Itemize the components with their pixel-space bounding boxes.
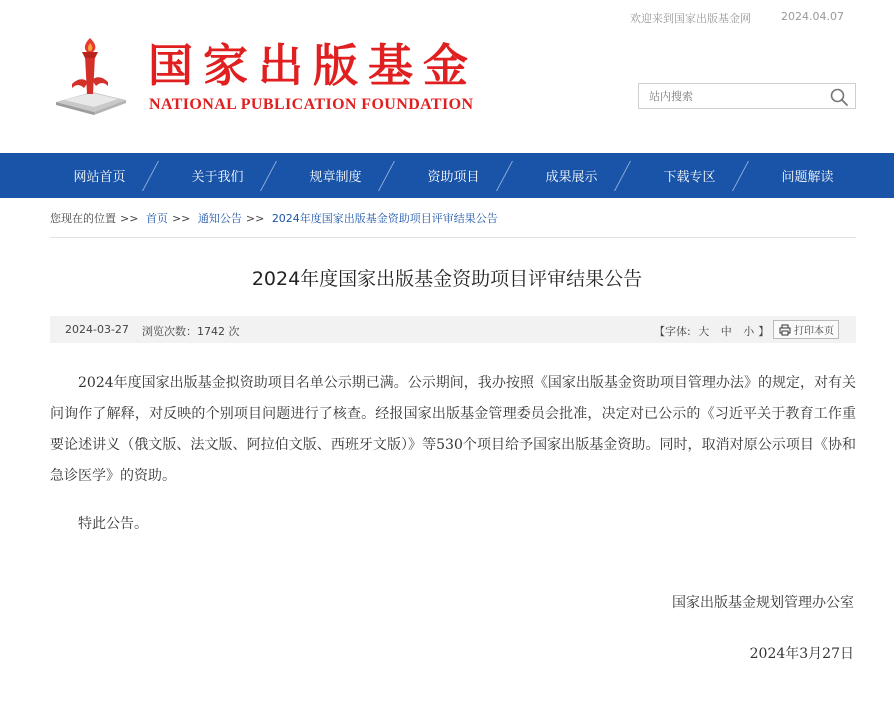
font-size-switcher [654, 323, 769, 339]
site-header [0, 0, 894, 153]
current-date: 2024.04.07 [781, 10, 844, 23]
torch-book-logo-icon[interactable] [54, 36, 128, 116]
nav-funded-projects[interactable]: 资助项目 [427, 170, 480, 185]
view-count: 浏览次数：1742 次 [142, 325, 240, 338]
search-box [638, 83, 856, 109]
main-nav [0, 153, 894, 198]
search-input[interactable] [639, 84, 819, 108]
printer-icon [779, 324, 791, 336]
font-size-label: 字体: [665, 325, 691, 338]
publish-date: 2024-03-27 [65, 323, 129, 336]
article-paragraph: 2024年度国家出版基金拟资助项目名单公示期已满。公示期间，我办按照《国家出版基金资助项目管理办法》的规定，对有关问询作了解释，对反映的个别项目问题进行了核查。经报国家出版基金管理委员会批准，决定对已公示的《习近平关于教育工作重要论述讲义（俄文版、法文版、阿拉伯文版、西班牙文版）》等530个项目给予国家出版基金资助。同时，取消对原公示项目《协和急诊医学》的资助。 [50, 375, 856, 484]
breadcrumb-separator: >> [120, 212, 139, 225]
breadcrumb-notices[interactable]: 通知公告 [197, 212, 242, 225]
search-icon [829, 87, 849, 107]
search-button[interactable] [829, 87, 849, 107]
font-size-large-button[interactable]: 大 [698, 325, 710, 338]
nav-achievements[interactable]: 成果展示 [545, 170, 598, 185]
font-size-small-button[interactable]: 小 [743, 325, 755, 338]
issuer-signature: 国家出版基金规划管理办公室 [672, 595, 854, 611]
font-size-bracket-open: 【 [654, 325, 665, 338]
breadcrumb-separator: >> [171, 212, 191, 225]
nav-downloads[interactable]: 下载专区 [663, 170, 716, 185]
nav-regulations[interactable]: 规章制度 [309, 170, 362, 185]
breadcrumb-separator: >> [245, 212, 265, 225]
welcome-text: 欢迎来到国家出版基金网 [630, 12, 752, 25]
font-size-bracket-close: 】 [758, 325, 770, 338]
nav-faq[interactable]: 问题解读 [781, 170, 834, 185]
site-subtitle: NATIONAL PUBLICATION FOUNDATION [149, 96, 474, 113]
font-size-medium-button[interactable]: 中 [720, 325, 732, 338]
breadcrumb [50, 210, 856, 238]
breadcrumb-home[interactable]: 首页 [145, 212, 168, 225]
closing-notice: 特此公告。 [78, 516, 148, 532]
signature-date: 2024年3月27日 [749, 646, 854, 662]
nav-home[interactable]: 网站首页 [73, 170, 126, 185]
article-body [50, 368, 856, 540]
breadcrumb-prefix: 您现在的位置 [50, 212, 116, 225]
nav-about[interactable]: 关于我们 [191, 170, 244, 185]
print-label: 打印本页 [794, 326, 834, 337]
article-meta-bar [50, 316, 856, 343]
print-button[interactable] [773, 320, 839, 339]
breadcrumb-current[interactable]: 2024年度国家出版基金资助项目评审结果公告 [271, 212, 498, 225]
article-title: 2024年度国家出版基金资助项目评审结果公告 [251, 268, 643, 290]
site-title: 国家出版基金 [148, 39, 479, 92]
